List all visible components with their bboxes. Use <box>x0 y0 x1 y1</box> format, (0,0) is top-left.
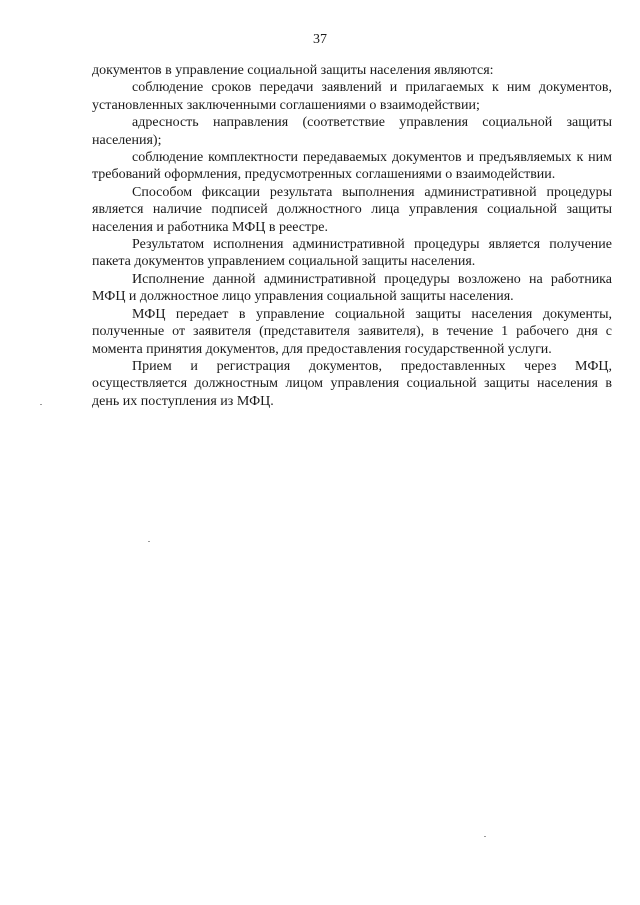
scan-speck <box>40 404 42 405</box>
scan-speck <box>484 836 486 837</box>
paragraph-deadlines: соблюдение сроков передачи заявлений и прилагаемых к ним документов, установленных заключенными соглашениями о взаимодействии; <box>92 80 612 113</box>
paragraph-addressing: адресность направления (соответствие управления социальной защиты населения); <box>92 115 612 148</box>
paragraph-mfc-transfer: МФЦ передает в управление социальной защиты населения документы, полученные от заявителя (представителя заявителя), в течение 1 рабочего дня с момента принятия документов, для предоставления государственной услуги. <box>92 306 612 357</box>
paragraph-completeness: соблюдение комплектности передаваемых документов и предъявляемых к ним требований оформления, предусмотренных соглашениями о взаимодействии. <box>92 150 612 183</box>
document-body <box>92 62 612 410</box>
paragraph-continuation: документов в управление социальной защиты населения являются: <box>92 63 494 78</box>
paragraph-responsibility: Исполнение данной административной процедуры возложено на работника МФЦ и должностное лицо управления социальной защиты населения. <box>92 271 612 305</box>
paragraph-result: Результатом исполнения административной процедуры является получение пакета документов управлением социальной защиты населения. <box>92 237 612 270</box>
page-number: 37 <box>313 32 327 47</box>
scan-speck <box>148 541 150 542</box>
paragraph-registration: Прием и регистрация документов, предоставленных через МФЦ, осуществляется должностным лицом управления социальной защиты населения в день их поступления из МФЦ. <box>92 358 612 409</box>
paragraph-fixation-method: Способом фиксации результата выполнения административной процедуры является наличие подписей должностного лица управления социальной защиты населения и работника МФЦ в реестре. <box>92 184 612 235</box>
